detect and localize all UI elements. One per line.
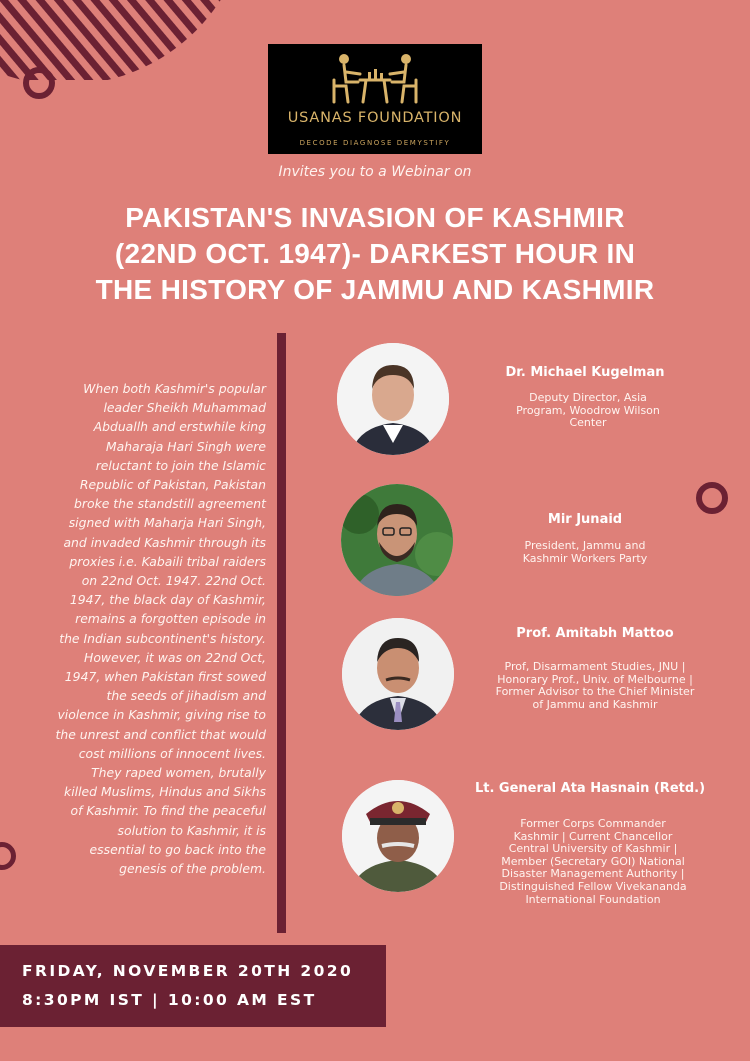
story-line: 1947, the black day of Kashmir, — [69, 592, 266, 608]
story-line: 1947, when Pakistan first sowed — [64, 669, 266, 685]
speaker-role — [463, 818, 723, 906]
title-line: (22ND OCT. 1947)- DARKEST HOUR IN — [114, 238, 636, 269]
speaker-role-line: Former Corps Commander — [520, 817, 666, 830]
chess-players-logo-icon — [330, 50, 420, 106]
story-line: reluctant to join the Islamic — [95, 457, 266, 473]
story-line: violence in Kashmir, giving rise to — [57, 707, 266, 723]
logo-wordmark: USANAS FOUNDATION — [287, 110, 463, 126]
vertical-divider — [277, 333, 286, 933]
speaker-role-line: President, Jammu and — [524, 539, 646, 552]
speaker-role-line: of Jammu and Kashmir — [532, 697, 658, 711]
webinar-title — [60, 200, 690, 308]
story-line: the unrest and conflict that would — [55, 726, 266, 742]
story-line: essential to go back into the — [89, 841, 266, 857]
story-line: the seeds of jihadism and — [106, 688, 266, 704]
event-time: 8:30PM IST | 10:00 AM EST — [22, 991, 317, 1009]
speaker-role-line: Member (Secretary GOI) National — [501, 854, 685, 868]
title-line: PAKISTAN'S INVASION OF KASHMIR — [125, 202, 625, 233]
speaker-photo-hasnain — [342, 780, 454, 892]
speaker-role — [465, 661, 725, 711]
story-line: Abduallh and erstwhile king — [93, 419, 266, 435]
speaker-name: Mir Junaid — [547, 512, 623, 527]
speaker-role-line: Central University of Kashmir | — [508, 842, 678, 856]
story-line: of Kashmir. To find the peaceful — [70, 803, 266, 819]
speaker-photo-kugelman — [337, 343, 449, 455]
story-line: leader Sheikh Muhammad — [103, 400, 266, 416]
speaker-name: Dr. Michael Kugelman — [505, 365, 665, 380]
story-line: cost millions of innocent lives. — [78, 745, 266, 761]
speaker-role-line: Honorary Prof., Univ. of Melbourne | — [497, 672, 693, 686]
ring-decoration-top-left — [23, 67, 55, 99]
speaker-name: Lt. General Ata Hasnain (Retd.) — [474, 781, 706, 796]
speaker-role-line: Program, Woodrow Wilson — [516, 403, 660, 417]
speaker-role — [455, 540, 715, 565]
story-line: However, it was on 22nd Oct, — [84, 649, 266, 665]
story-line: Republic of Pakistan, Pakistan — [79, 477, 266, 493]
event-datetime-box — [0, 945, 386, 1027]
story-line: killed Muslims, Hindus and Sikhs — [64, 784, 266, 800]
speaker-photo-mattoo — [342, 618, 454, 730]
speaker-role-line: Deputy Director, Asia — [529, 391, 647, 404]
story-line: and invaded Kashmir through its — [63, 534, 266, 550]
story-line: Maharaja Hari Singh were — [105, 438, 266, 454]
story-line: proxies i.e. Kabaili tribal raiders — [69, 553, 266, 569]
speaker-photo-junaid — [341, 484, 453, 596]
speaker-role — [458, 392, 718, 430]
usanas-foundation-logo — [268, 44, 482, 154]
logo-tagline: DECODE DIAGNOSE DEMYSTIFY — [299, 139, 451, 147]
story-paragraph — [40, 379, 266, 878]
speaker-name: Prof. Amitabh Mattoo — [516, 626, 674, 641]
story-line: on 22nd Oct. 1947. 22nd Oct. — [81, 573, 266, 589]
ring-decoration-right — [696, 482, 728, 514]
story-line: They raped women, brutally — [91, 765, 266, 781]
speaker-role-line: Kashmir | Current Chancellor — [513, 829, 673, 843]
story-line: remains a forgotten episode in — [75, 611, 266, 627]
speaker-role-line: International Foundation — [525, 892, 661, 906]
title-line: THE HISTORY OF JAMMU AND KASHMIR — [95, 274, 655, 305]
speaker-role-line: Distinguished Fellow Vivekananda — [499, 879, 687, 893]
speaker-role-line: Disaster Management Authority | — [501, 867, 685, 881]
speaker-role-line: Kashmir Workers Party — [522, 551, 648, 565]
speaker-role-line: Prof, Disarmament Studies, JNU | — [504, 660, 686, 673]
ring-decoration-left — [0, 842, 16, 870]
story-line: genesis of the problem. — [119, 861, 266, 877]
story-line: broke the standstill agreement — [74, 496, 266, 512]
speaker-role-line: Center — [569, 416, 607, 430]
invite-text: Invites you to a Webinar on — [278, 164, 472, 180]
story-line: solution to Kashmir, it is — [117, 822, 266, 838]
event-date: FRIDAY, NOVEMBER 20TH 2020 — [22, 962, 354, 980]
speaker-role-line: Former Advisor to the Chief Minister — [495, 685, 695, 699]
story-line: the Indian subcontinent's history. — [59, 630, 266, 646]
story-line: signed with Maharja Hari Singh, — [68, 515, 266, 531]
story-line: When both Kashmir's popular — [83, 381, 266, 396]
